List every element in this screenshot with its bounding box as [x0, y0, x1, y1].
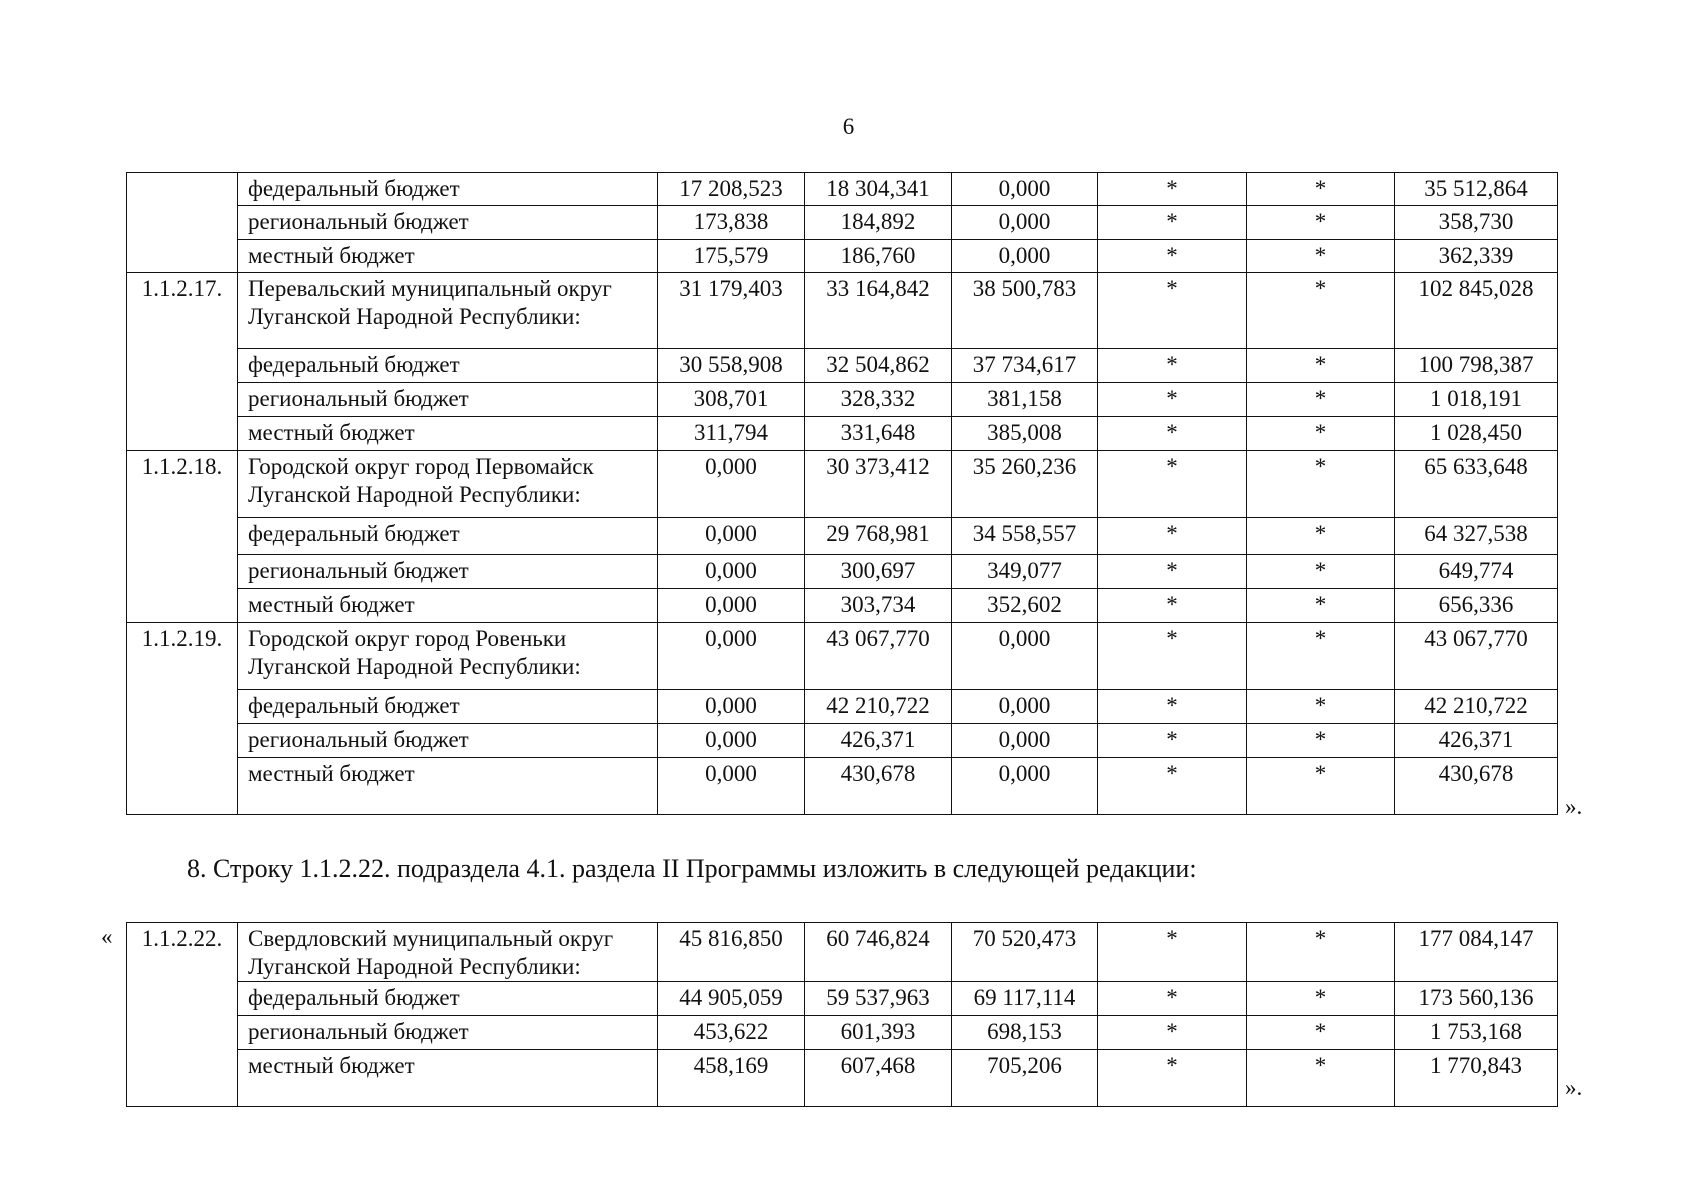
value-cell: 60 746,824: [805, 923, 952, 982]
value-cell: 385,008: [952, 417, 1098, 451]
value-cell: 0,000: [658, 724, 805, 758]
value-cell: 173,838: [658, 206, 805, 240]
closing-quote: ».: [1565, 794, 1583, 819]
value-cell: *: [1098, 383, 1247, 417]
value-cell: 37 734,617: [952, 349, 1098, 383]
total-cell: 42 210,722: [1395, 690, 1558, 724]
value-cell: *: [1247, 623, 1395, 690]
value-cell: 601,393: [805, 1016, 952, 1050]
row-code-cell: 1.1.2.18.: [127, 451, 238, 623]
table-row: [127, 724, 1558, 758]
value-cell: 59 537,963: [805, 982, 952, 1016]
budget-label-cell: Городской округ город Ровеньки Луганской Народной Республики:: [238, 623, 658, 690]
table-row: [127, 1016, 1558, 1050]
value-cell: 34 558,557: [952, 518, 1098, 555]
value-cell: 186,760: [805, 240, 952, 273]
total-cell: 362,339: [1395, 240, 1558, 273]
value-cell: 0,000: [658, 451, 805, 518]
value-cell: *: [1247, 982, 1395, 1016]
value-cell: 0,000: [658, 690, 805, 724]
value-cell: *: [1098, 1050, 1247, 1107]
value-cell: 303,734: [805, 589, 952, 623]
budget-label-cell: федеральный бюджет: [238, 349, 658, 383]
value-cell: 308,701: [658, 383, 805, 417]
value-cell: 44 905,059: [658, 982, 805, 1016]
value-cell: 0,000: [952, 240, 1098, 273]
value-cell: *: [1247, 206, 1395, 240]
value-cell: 43 067,770: [805, 623, 952, 690]
table-row: [127, 589, 1558, 623]
value-cell: 18 304,341: [805, 173, 952, 206]
value-cell: *: [1098, 724, 1247, 758]
budget-label-cell: местный бюджет: [238, 1050, 658, 1107]
value-cell: 300,697: [805, 555, 952, 589]
value-cell: *: [1098, 555, 1247, 589]
table-row: [127, 555, 1558, 589]
value-cell: *: [1098, 451, 1247, 518]
table-row: [127, 240, 1558, 273]
total-cell: 1 770,843: [1395, 1050, 1558, 1107]
value-cell: 42 210,722: [805, 690, 952, 724]
value-cell: 0,000: [952, 173, 1098, 206]
total-cell: 65 633,648: [1395, 451, 1558, 518]
budget-label-cell: Перевальский муниципальный округ Луганской Народной Республики:: [238, 273, 658, 349]
value-cell: *: [1247, 690, 1395, 724]
budget-label-cell: федеральный бюджет: [238, 518, 658, 555]
value-cell: 430,678: [805, 758, 952, 815]
total-cell: 649,774: [1395, 555, 1558, 589]
row-code-cell: 1.1.2.19.: [127, 623, 238, 815]
value-cell: 35 260,236: [952, 451, 1098, 518]
value-cell: *: [1098, 982, 1247, 1016]
value-cell: 349,077: [952, 555, 1098, 589]
value-cell: 311,794: [658, 417, 805, 451]
budget-label-cell: региональный бюджет: [238, 1016, 658, 1050]
value-cell: *: [1247, 923, 1395, 982]
value-cell: 70 520,473: [952, 923, 1098, 982]
table-row: [127, 349, 1558, 383]
value-cell: 184,892: [805, 206, 952, 240]
budget-label-cell: местный бюджет: [238, 589, 658, 623]
value-cell: 352,602: [952, 589, 1098, 623]
total-cell: 35 512,864: [1395, 173, 1558, 206]
budget-label-cell: федеральный бюджет: [238, 690, 658, 724]
value-cell: *: [1098, 758, 1247, 815]
table-row: [127, 982, 1558, 1016]
value-cell: *: [1247, 724, 1395, 758]
budget-label-cell: местный бюджет: [238, 417, 658, 451]
value-cell: *: [1098, 349, 1247, 383]
table-row: [127, 758, 1558, 815]
amendment-paragraph: 8. Строку 1.1.2.22. подраздела 4.1. раздела II Программы изложить в следующей редакции:: [187, 854, 1197, 883]
total-cell: 102 845,028: [1395, 273, 1558, 349]
value-cell: 0,000: [952, 690, 1098, 724]
value-cell: *: [1098, 518, 1247, 555]
value-cell: 0,000: [658, 623, 805, 690]
value-cell: 17 208,523: [658, 173, 805, 206]
value-cell: *: [1247, 451, 1395, 518]
value-cell: *: [1247, 758, 1395, 815]
table-row: [127, 383, 1558, 417]
value-cell: 30 373,412: [805, 451, 952, 518]
total-cell: 1 753,168: [1395, 1016, 1558, 1050]
value-cell: 0,000: [658, 758, 805, 815]
total-cell: 426,371: [1395, 724, 1558, 758]
table-row: [127, 690, 1558, 724]
total-cell: 177 084,147: [1395, 923, 1558, 982]
value-cell: 698,153: [952, 1016, 1098, 1050]
budget-label-cell: Свердловский муниципальный округ Луганской Народной Республики:: [238, 923, 658, 982]
value-cell: 705,206: [952, 1050, 1098, 1107]
table-row: [127, 417, 1558, 451]
value-cell: 458,169: [658, 1050, 805, 1107]
value-cell: 30 558,908: [658, 349, 805, 383]
total-cell: 43 067,770: [1395, 623, 1558, 690]
table-body: [127, 923, 1558, 1107]
total-cell: 656,336: [1395, 589, 1558, 623]
budget-table-continued: [126, 172, 1558, 815]
table-row: [127, 923, 1558, 982]
total-cell: 173 560,136: [1395, 982, 1558, 1016]
value-cell: 426,371: [805, 724, 952, 758]
table-body: [127, 173, 1558, 815]
page-number: 6: [842, 114, 855, 139]
value-cell: 328,332: [805, 383, 952, 417]
total-cell: 430,678: [1395, 758, 1558, 815]
value-cell: *: [1098, 273, 1247, 349]
budget-label-cell: местный бюджет: [238, 240, 658, 273]
budget-label-cell: региональный бюджет: [238, 383, 658, 417]
value-cell: *: [1247, 589, 1395, 623]
value-cell: 0,000: [952, 724, 1098, 758]
table-row: [127, 173, 1558, 206]
value-cell: *: [1247, 349, 1395, 383]
budget-label-cell: федеральный бюджет: [238, 982, 658, 1016]
value-cell: *: [1247, 173, 1395, 206]
table-row: [127, 623, 1558, 690]
value-cell: 32 504,862: [805, 349, 952, 383]
value-cell: *: [1098, 923, 1247, 982]
value-cell: 381,158: [952, 383, 1098, 417]
value-cell: 0,000: [952, 206, 1098, 240]
budget-label-cell: региональный бюджет: [238, 206, 658, 240]
value-cell: 607,468: [805, 1050, 952, 1107]
row-code-cell: [127, 173, 238, 273]
value-cell: 0,000: [658, 555, 805, 589]
value-cell: *: [1098, 173, 1247, 206]
budget-label-cell: региональный бюджет: [238, 555, 658, 589]
total-cell: 100 798,387: [1395, 349, 1558, 383]
value-cell: 0,000: [658, 518, 805, 555]
total-cell: 1 018,191: [1395, 383, 1558, 417]
value-cell: *: [1247, 383, 1395, 417]
budget-label-cell: Городской округ город Первомайск Луганской Народной Республики:: [238, 451, 658, 518]
value-cell: *: [1098, 206, 1247, 240]
row-code-cell: 1.1.2.17.: [127, 273, 238, 451]
total-cell: 1 028,450: [1395, 417, 1558, 451]
value-cell: *: [1098, 240, 1247, 273]
value-cell: *: [1247, 1016, 1395, 1050]
table-row: [127, 1050, 1558, 1107]
value-cell: *: [1098, 623, 1247, 690]
value-cell: *: [1247, 273, 1395, 349]
value-cell: 33 164,842: [805, 273, 952, 349]
value-cell: *: [1098, 589, 1247, 623]
value-cell: 0,000: [952, 758, 1098, 815]
value-cell: *: [1098, 417, 1247, 451]
value-cell: 0,000: [952, 623, 1098, 690]
value-cell: *: [1247, 417, 1395, 451]
table-row: [127, 451, 1558, 518]
budget-label-cell: местный бюджет: [238, 758, 658, 815]
value-cell: 45 816,850: [658, 923, 805, 982]
value-cell: 331,648: [805, 417, 952, 451]
value-cell: 0,000: [658, 589, 805, 623]
budget-label-cell: федеральный бюджет: [238, 173, 658, 206]
value-cell: 69 117,114: [952, 982, 1098, 1016]
value-cell: 29 768,981: [805, 518, 952, 555]
row-code-cell: 1.1.2.22.: [127, 923, 238, 1107]
value-cell: *: [1247, 240, 1395, 273]
closing-quote: ».: [1565, 1075, 1583, 1100]
total-cell: 64 327,538: [1395, 518, 1558, 555]
table-row: [127, 518, 1558, 555]
total-cell: 358,730: [1395, 206, 1558, 240]
value-cell: 453,622: [658, 1016, 805, 1050]
value-cell: *: [1098, 690, 1247, 724]
value-cell: 175,579: [658, 240, 805, 273]
value-cell: *: [1098, 1016, 1247, 1050]
value-cell: *: [1247, 555, 1395, 589]
value-cell: *: [1247, 1050, 1395, 1107]
table-row: [127, 273, 1558, 349]
value-cell: 31 179,403: [658, 273, 805, 349]
value-cell: *: [1247, 518, 1395, 555]
value-cell: 38 500,783: [952, 273, 1098, 349]
opening-quote: «: [101, 924, 113, 949]
budget-table-amended-row: [126, 922, 1558, 1107]
table-row: [127, 206, 1558, 240]
budget-label-cell: региональный бюджет: [238, 724, 658, 758]
